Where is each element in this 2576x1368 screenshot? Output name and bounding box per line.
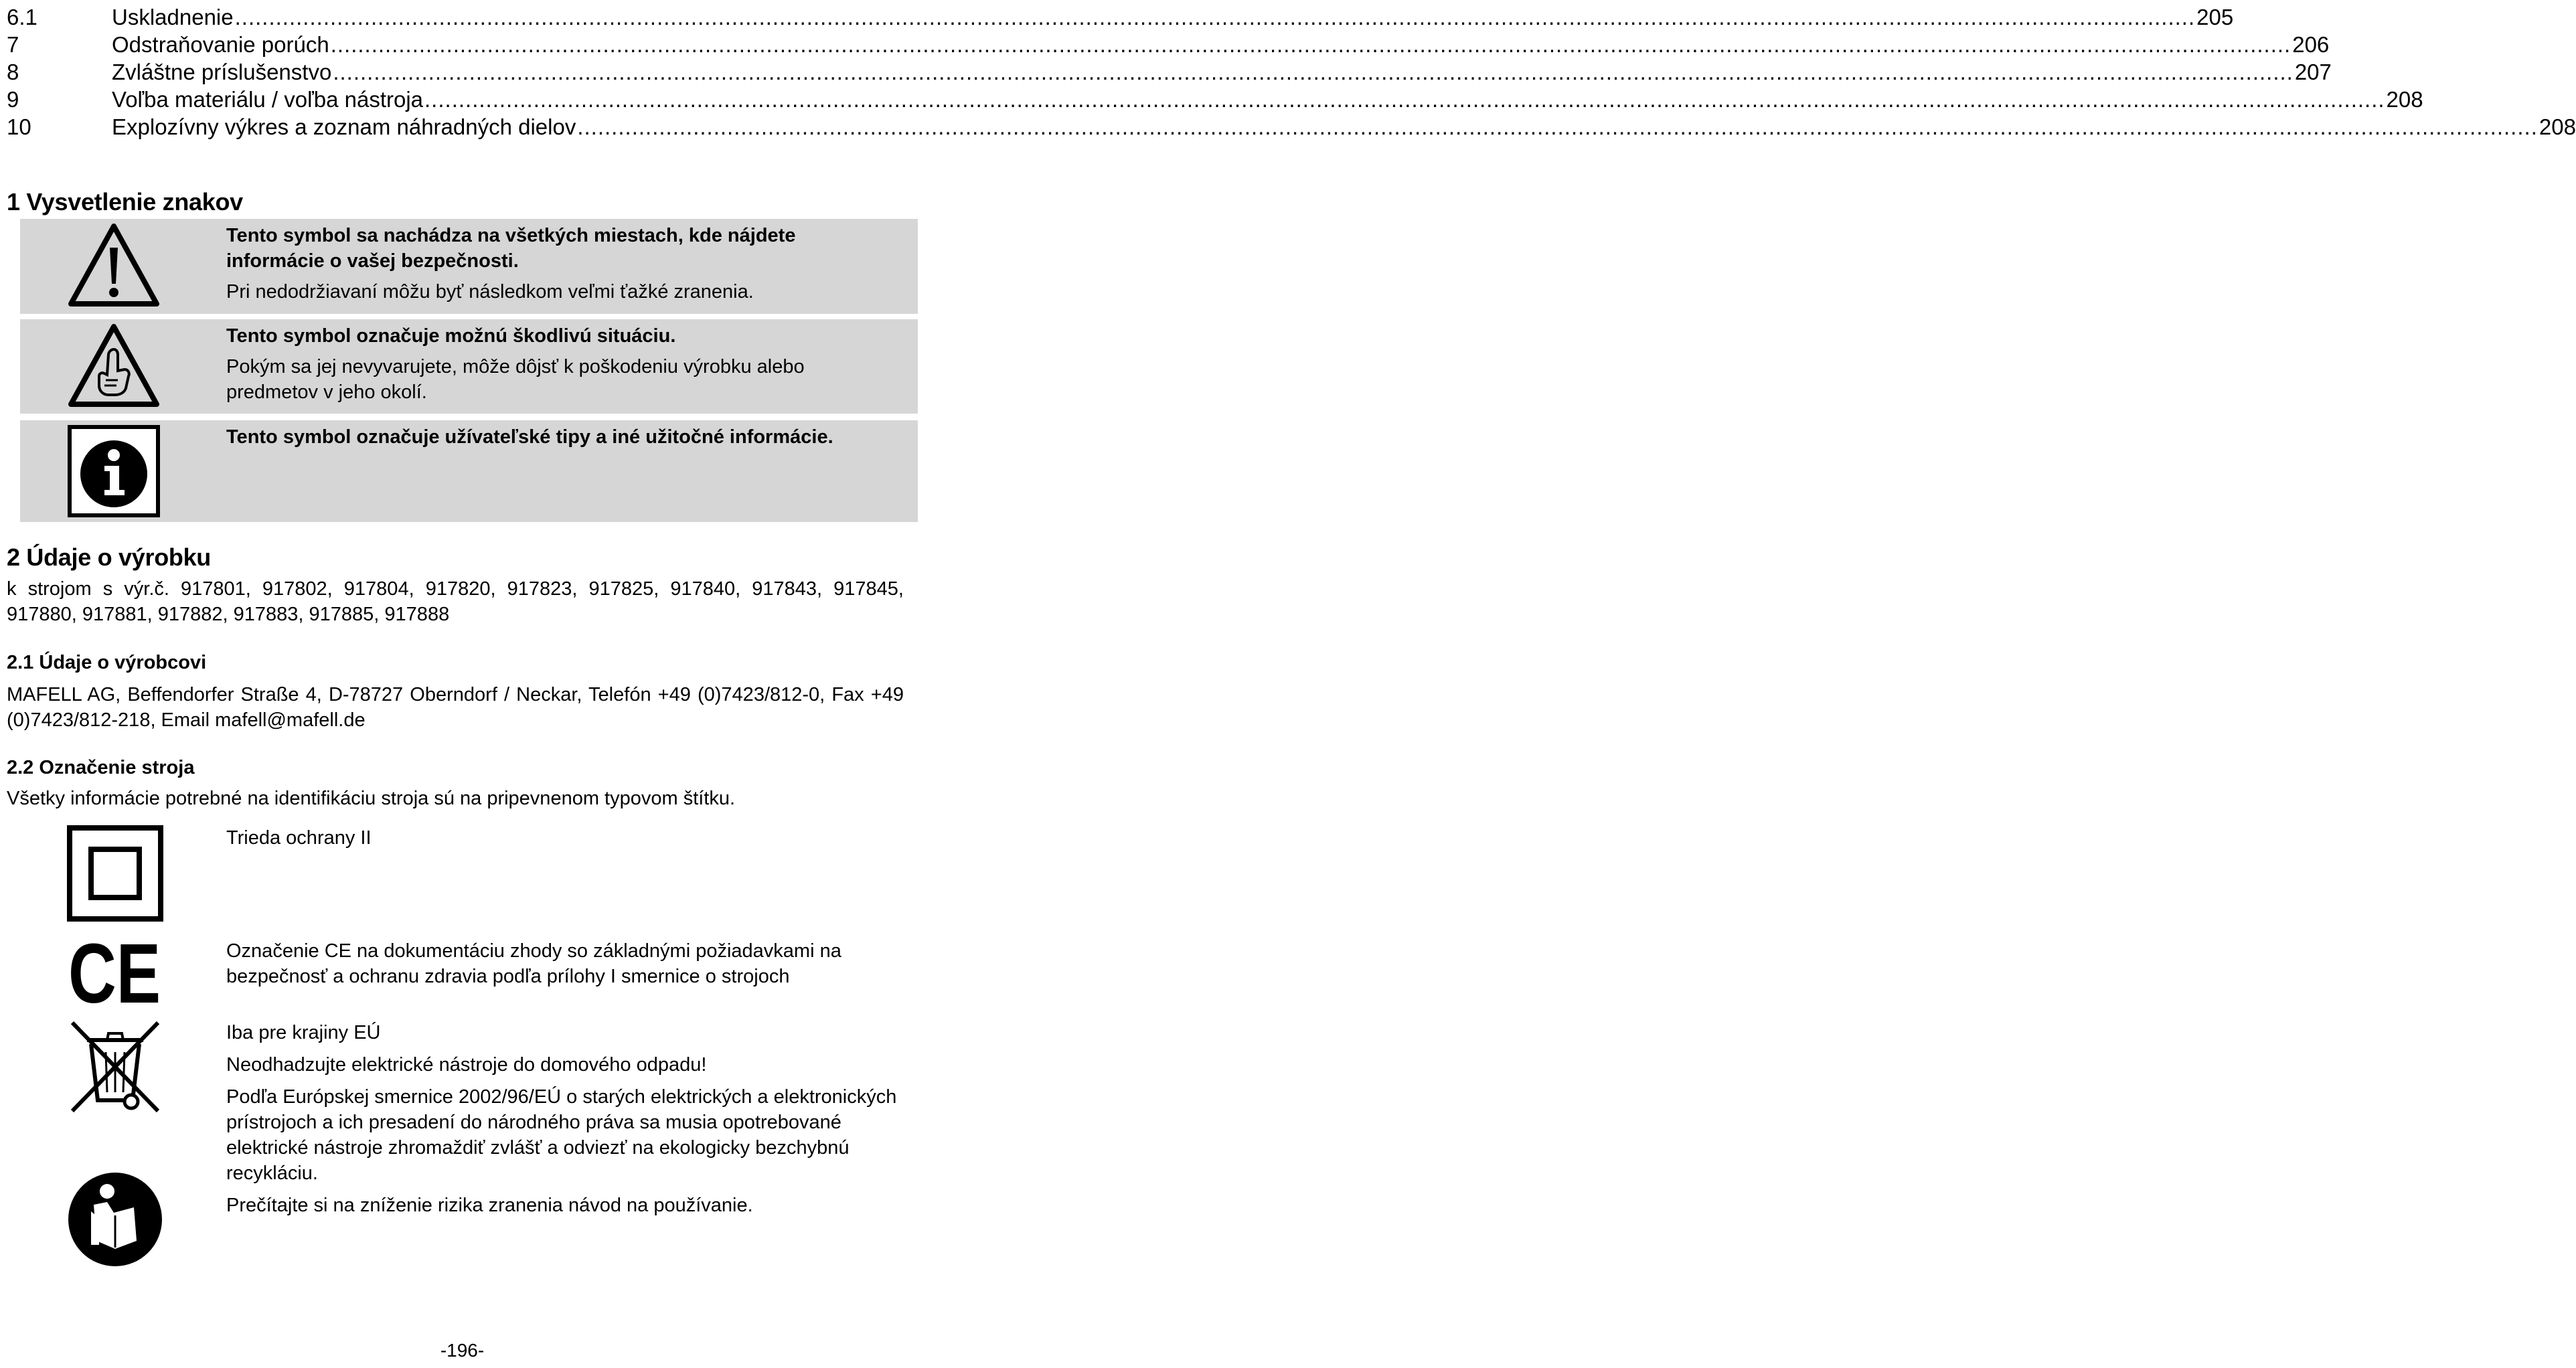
toc-leader bbox=[333, 58, 2293, 86]
toc-entry[interactable] bbox=[7, 58, 2332, 86]
warning-title: Tento symbol sa nachádza na všetkých miestach, kde nájdete informácie o vašej bezpečnosti. bbox=[226, 225, 796, 272]
toc-number: 9 bbox=[7, 87, 19, 112]
class-ii-text: Trieda ochrany II bbox=[226, 827, 372, 849]
weee-directive-text: Podľa Európskej smernice 2002/96/EÚ o starých elektrických a elektronických prístrojoch a ich presadení do národného práva sa musia opotrebované elektrické nástroje zhromaždiť zvlášť a odviezť na ekologicky bezchybnú recykláciu. bbox=[226, 1086, 897, 1184]
info-title: Tento symbol označuje užívateľské tipy a iné užitočné informácie. bbox=[226, 426, 833, 448]
section-heading-product: 2 Údaje o výrobku bbox=[7, 543, 211, 571]
page-number: -196- bbox=[440, 1340, 485, 1361]
protection-class-ii-icon bbox=[67, 825, 163, 922]
toc-page: 206 bbox=[2292, 32, 2330, 57]
toc-leader bbox=[424, 86, 2385, 113]
ce-mark-icon bbox=[67, 926, 163, 1021]
caution-symbol-box bbox=[20, 319, 918, 414]
table-of-contents bbox=[7, 3, 2576, 141]
caution-title: Tento symbol označuje možnú škodlivú situáciu. bbox=[226, 325, 676, 347]
toc-page: 207 bbox=[2294, 60, 2332, 84]
marking-intro: Všetky informácie potrebné na identifikáciu stroja sú na pripevnenom typovom štítku. bbox=[7, 788, 736, 809]
info-icon bbox=[67, 424, 161, 518]
read-manual-icon bbox=[67, 1171, 163, 1268]
toc-entry[interactable] bbox=[7, 3, 2234, 31]
svg-text:CE: CE bbox=[68, 926, 161, 1021]
toc-number: 7 bbox=[7, 32, 19, 57]
toc-page: 208 bbox=[2539, 114, 2576, 139]
subsection-heading-marking: 2.2 Označenie stroja bbox=[7, 757, 195, 778]
read-manual-text: Prečítajte si na zníženie rizika zranenia návod na používanie. bbox=[226, 1195, 753, 1216]
caution-text: Pokým sa jej nevyvarujete, môže dôjsť k poškodeniu výrobku alebo predmetov v jeho okolí. bbox=[226, 356, 805, 403]
subsection-heading-manufacturer: 2.1 Údaje o výrobcovi bbox=[7, 652, 207, 673]
toc-entry[interactable] bbox=[7, 31, 2330, 58]
toc-title: Explozívny výkres a zoznam náhradných dielov bbox=[112, 114, 576, 139]
product-models: k strojom s výr.č. 917801, 917802, 917804, 917820, 917823, 917825, 917840, 917843, 917845, 917880, 917881, 917882, 917883, 917885, 917888 bbox=[7, 578, 904, 625]
toc-title: Odstraňovanie porúch bbox=[112, 32, 329, 57]
warning-triangle-icon bbox=[67, 222, 161, 309]
toc-page: 205 bbox=[2196, 5, 2234, 29]
toc-leader bbox=[235, 3, 2196, 31]
info-symbol-box bbox=[20, 420, 918, 522]
toc-number: 6.1 bbox=[7, 5, 37, 29]
warning-symbol-box bbox=[20, 219, 918, 314]
toc-entry[interactable] bbox=[7, 86, 2423, 113]
toc-page: 208 bbox=[2386, 87, 2423, 112]
warning-text: Pri nedodržiavaní môžu byť následkom veľmi ťažké zranenia. bbox=[226, 281, 754, 303]
crossed-bin-icon bbox=[67, 1020, 163, 1114]
caution-hand-icon bbox=[67, 323, 161, 410]
eu-only-text: Iba pre krajiny EÚ bbox=[226, 1022, 381, 1043]
toc-number: 8 bbox=[7, 60, 19, 84]
toc-title: Zvláštne príslušenstvo bbox=[112, 60, 332, 84]
toc-leader bbox=[331, 31, 2291, 58]
toc-number: 10 bbox=[7, 114, 31, 139]
no-household-text: Neodhadzujte elektrické nástroje do domového odpadu! bbox=[226, 1054, 707, 1076]
toc-leader bbox=[577, 113, 2538, 141]
manufacturer-info: MAFELL AG, Beffendorfer Straße 4, D-78727 Oberndorf / Neckar, Telefón +49 (0)7423/812-0, Fax +49 (0)7423/812-218, Email mafell@mafell.de bbox=[7, 684, 904, 731]
ce-text: Označenie CE na dokumentáciu zhody so základnými požiadavkami na bezpečnosť a ochranu zdravia podľa prílohy I smernice o strojoch bbox=[226, 940, 841, 987]
toc-entry[interactable] bbox=[7, 113, 2576, 141]
section-heading-symbols: 1 Vysvetlenie znakov bbox=[7, 188, 243, 216]
toc-title: Uskladnenie bbox=[112, 5, 234, 29]
toc-title: Voľba materiálu / voľba nástroja bbox=[112, 87, 424, 112]
